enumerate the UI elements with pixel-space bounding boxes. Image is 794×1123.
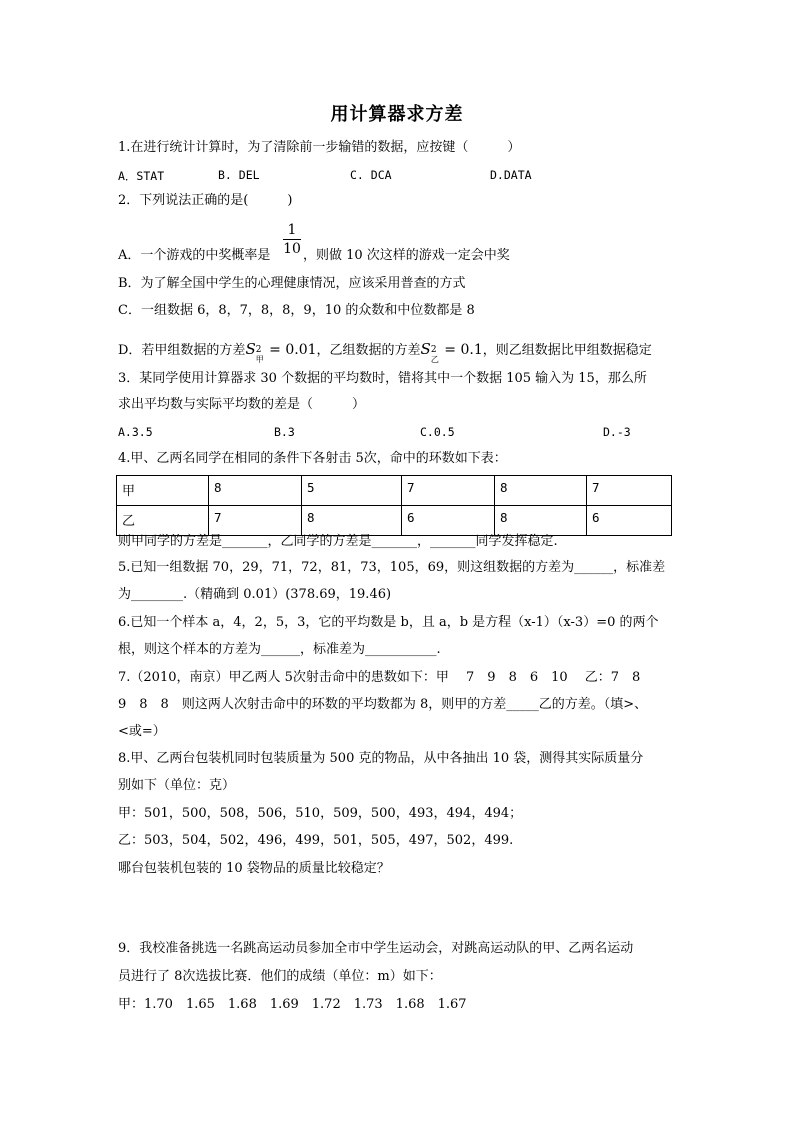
q9-line2: 员进行了 8次选拔比赛．他们的成绩（单位：m）如下： [118,969,442,984]
q1-stem: 1.在进行统计计算时，为了清除前一步输错的数据，应按键（ ） [118,140,521,155]
variance-symbol-yi: S 2 乙 [420,340,439,364]
q7-line3: <或=） [118,724,166,739]
q6-line1: 6.已知一个样本 a，4，2，5，3，它的平均数是 b，且 a，b 是方程（x-1）（x-3）=0 的两个 [118,615,659,630]
q3-stem-line2: 求出平均数与实际平均数的差是（ ） [118,397,366,412]
q2-d-suffix: ，则乙组数据比甲组数据稳定 [482,343,652,358]
q1-option-a: A．STAT [118,169,165,183]
q1-option-d: D.DATA [490,168,532,182]
q1-option-c: C. DCA [350,168,392,182]
q2-option-d [118,340,652,364]
q5-line1: 5.已知一组数据 70，29，71，72，81，73，105，69，则这组数据的方差为______，标准差 [118,560,666,575]
table-cell: 8 [495,476,587,506]
fraction-denominator: 10 [283,241,301,257]
q6-line2: 根，则这个样本的方差为______，标准差为___________. [118,642,441,657]
table-cell: 8 [209,476,302,506]
table-cell: 6 [402,506,495,536]
table-row [117,476,672,506]
q7-line1: 7.（2010，南京）甲乙两人 5次射击命中的患数如下：甲 7 9 8 6 10 乙：7 8 [118,670,641,685]
q2-option-a-suffix: ，则做 10 次这样的游戏一定会中奖 [303,248,510,263]
q3-option-d: D.-3 [603,425,631,439]
page-title: 用计算器求方差 [330,104,464,125]
q7-line2: 9 8 8 则这两人次射击命中的环数的平均数都为 8，则甲的方差_____乙的方差。（填>、 [118,697,648,712]
table-cell: 7 [587,476,672,506]
table-cell: 8 [302,506,402,536]
q2-fraction [283,222,301,257]
q2-d-middle: ，乙组数据的方差 [316,343,421,358]
q8-line1: 8.甲、乙两台包装机同时包装质量为 500 克的物品，从中各抽出 10 袋，测得其实际质量分 [118,751,644,766]
q3-option-a: A.3.5 [118,425,153,439]
q8-line3: 甲：501，500，508，506，510，509，500，493，494，494； [118,806,523,821]
table-row [117,506,672,536]
q1-option-b: B. DEL [218,168,260,182]
table-cell: 7 [402,476,495,506]
table-cell-name: 乙 [117,506,209,536]
fraction-bar [283,239,301,240]
q8-line5: 哪台包装机包装的 10 袋物品的质量比较稳定？ [118,861,390,876]
table-cell: 7 [209,506,302,536]
fraction-numerator: 1 [287,222,297,238]
score-table [116,475,672,536]
variance-value-yi: = 0.1 [439,342,483,358]
table-cell: 5 [302,476,402,506]
variance-symbol-jia: S 2 甲 [245,340,264,364]
q8-line4: 乙：503，504，502，496，499，501，505，497，502，499. [118,833,514,848]
q4-stem: 4.甲、乙两名同学在相同的条件下各射击 5次，命中的环数如下表： [118,451,507,466]
q2-stem: 2．下列说法正确的是( ) [118,193,293,208]
q2-option-c: C．一组数据 6，8，7，8，8，9，10 的众数和中位数都是 8 [118,303,475,318]
variance-value-jia: = 0.01 [264,342,317,358]
q5-line2: 为________.（精确到 0.01）(378.69，19.46) [118,587,392,602]
q8-line2: 别如下（单位：克） [118,778,236,793]
q9-line3: 甲：1.70 1.65 1.68 1.69 1.72 1.73 1.68 1.67 [118,997,467,1012]
q2-d-prefix: D．若甲组数据的方差 [118,343,246,358]
q3-option-b: B.3 [274,425,295,439]
table-cell: 6 [587,506,672,536]
q2-option-a-prefix: A．一个游戏的中奖概率是 [118,248,271,263]
q2-option-b: B．为了解全国中学生的心理健康情况，应该采用普查的方式 [118,276,466,291]
q3-stem-line1: 3．某同学使用计算器求 30 个数据的平均数时，错将其中一个数据 105 输入为 15，那么所 [118,371,647,386]
table-cell-name: 甲 [117,476,209,506]
q9-line1: 9．我校准备挑选一名跳高运动员参加全市中学生运动会，对跳高运动队的甲、乙两名运动 [118,941,634,956]
q3-option-c: C.0.5 [420,425,455,439]
q4-answer-line: 则甲同学的方差是_______，乙同学的方差是_______，_______同学发挥稳定. [118,534,558,549]
table-cell: 8 [495,506,587,536]
